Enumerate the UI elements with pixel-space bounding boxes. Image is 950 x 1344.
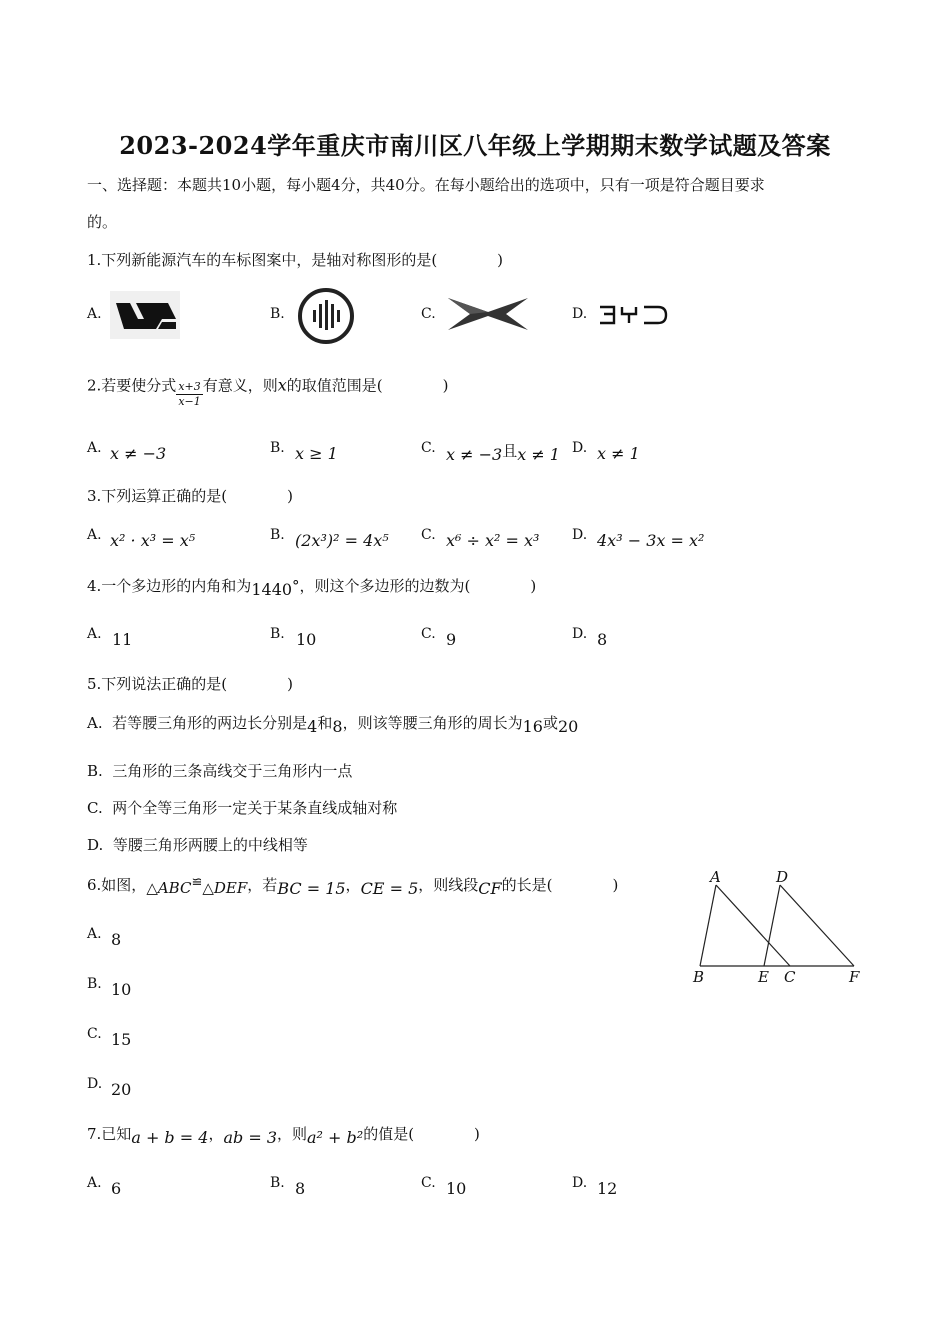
q5-stem: 5.下列说法正确的是( ) [87, 675, 294, 693]
q6-congruent: ≌ [191, 875, 203, 890]
q5-option-a-text-a: 若等腰三角形的两边长分别是 [112, 714, 308, 732]
q3-option-c-label: C. [421, 527, 436, 543]
q4-option-c: 9 [446, 630, 457, 649]
q6-option-a: 8 [111, 930, 122, 949]
q4-stem-a: 4.一个多边形的内角和为 [87, 577, 252, 595]
q5-option-d [87, 834, 308, 855]
q5-option-b [87, 760, 352, 781]
q7-comma: ， [208, 1125, 224, 1143]
q5-option-a-or: 或 [542, 714, 558, 732]
q4-stem [87, 575, 536, 599]
q4-option-b: 10 [296, 630, 317, 649]
q4-value: 1440 [251, 580, 293, 599]
q6-stem-d: 的长是( ) [501, 876, 619, 894]
q3-option-b: (2x³)² = 4x⁵ [295, 531, 389, 550]
segment-ab [700, 885, 716, 966]
q5-option-b-text: 三角形的三条高线交于三角形内一点 [112, 762, 353, 780]
q6-stem-a: 6.如图， [87, 876, 147, 894]
q5-option-d-label: D. [87, 836, 104, 854]
q7-option-a-label: A. [87, 1175, 102, 1191]
q4-option-a-label: A. [87, 626, 102, 642]
q5-option-a [87, 712, 578, 736]
q7-stem-c: 的值是( ) [363, 1125, 480, 1143]
segment-de [764, 885, 780, 966]
q3-option-c: x⁶ ÷ x² = x³ [446, 531, 540, 550]
q2-stem-b: 有意义，则 [202, 376, 278, 395]
q6-bc: BC = 15 [277, 879, 346, 898]
q6-tri1: △ABC [146, 879, 192, 897]
q5-option-d-text: 等腰三角形两腰上的中线相等 [112, 836, 308, 854]
page-title: 2023-2024学年重庆市南川区八年级上学期期末数学试题及答案 [119, 131, 831, 160]
q7-expr2: ab = 3 [223, 1128, 277, 1147]
q2-option-c-math-b: x ≠ 1 [517, 445, 560, 464]
li-auto-logo [110, 291, 180, 339]
q7-stem [87, 1123, 480, 1147]
point-b-label: B [693, 968, 705, 986]
q2-option-b: x ≥ 1 [295, 444, 338, 463]
q2-stem-a: 2.若要使分式 [87, 376, 177, 395]
q2-option-c-text: 且 [502, 442, 518, 460]
q5-option-c [87, 797, 397, 818]
segment-ac [716, 885, 790, 966]
q2-fraction [176, 380, 202, 409]
q5-option-c-label: C. [87, 799, 103, 817]
byd-logo [598, 304, 670, 326]
q7-option-c-label: C. [421, 1175, 436, 1191]
section-instruction-line1: 一、选择题：本题共10小题，每小题4分，共40分。在每小题给出的选项中，只有一项是符合题目要求 [87, 176, 765, 194]
q1-option-c-label: C. [421, 306, 436, 322]
q6-option-a-label: A. [87, 926, 102, 942]
q2-frac-numerator: x+3 [178, 380, 201, 393]
q5-option-a-label: A. [87, 714, 103, 732]
q7-expr3: a² + b² [307, 1128, 364, 1147]
q6-stem-b: ，若 [247, 876, 278, 894]
q6-comma: ， [345, 876, 361, 894]
q6-option-c: 15 [111, 1030, 132, 1049]
q5-option-a-n3: 16 [522, 717, 543, 736]
q6-ce: CE = 5 [360, 879, 419, 898]
q4-option-b-label: B. [270, 626, 285, 642]
q5-option-a-text-b: ，则该等腰三角形的周长为 [342, 714, 523, 732]
q6-stem [87, 874, 618, 898]
q5-option-b-label: B. [87, 762, 103, 780]
q3-option-a: x² · x³ = x⁵ [110, 531, 196, 550]
q1-option-a-label: A. [87, 306, 102, 322]
q5-option-a-n1: 4 [307, 717, 318, 736]
q4-degree: ° [292, 577, 300, 595]
q2-option-d: x ≠ 1 [597, 444, 640, 463]
q4-option-c-label: C. [421, 626, 436, 642]
q6-stem-c: ，则线段 [418, 876, 479, 894]
segment-df [780, 885, 854, 966]
q7-stem-b: ，则 [277, 1125, 308, 1143]
q3-option-d-label: D. [572, 527, 588, 543]
q3-option-a-label: A. [87, 527, 102, 543]
q7-expr1: a + b = 4 [131, 1128, 209, 1147]
q6-cf: CF [478, 879, 502, 898]
q4-option-d: 8 [597, 630, 608, 649]
q7-option-c: 10 [446, 1179, 467, 1198]
q7-option-d: 12 [597, 1179, 618, 1198]
q6-option-b-label: B. [87, 976, 102, 992]
q6-tri2: △DEF [202, 879, 248, 897]
q7-option-a: 6 [111, 1179, 122, 1198]
point-a-label: A [710, 868, 721, 886]
q5-option-a-n4: 20 [557, 717, 579, 736]
q2-option-c [446, 440, 560, 464]
q5-option-a-n2: 8 [332, 717, 343, 736]
q3-option-d: 4x³ − 3x = x² [597, 531, 705, 550]
q2-frac-denominator: x−1 [178, 395, 201, 408]
q6-option-d: 20 [111, 1080, 132, 1099]
xpeng-logo [446, 296, 530, 332]
q3-stem: 3.下列运算正确的是( ) [87, 487, 294, 505]
q5-option-a-and: 和 [317, 714, 333, 732]
q2-option-b-label: B. [270, 440, 285, 456]
q2-option-c-math-a: x ≠ −3 [446, 445, 503, 464]
q7-option-b-label: B. [270, 1175, 285, 1191]
q1-option-b-label: B. [270, 306, 285, 322]
q6-option-b: 10 [111, 980, 132, 999]
q2-option-a: x ≠ −3 [110, 444, 167, 463]
q5-option-c-text: 两个全等三角形一定关于某条直线成轴对称 [112, 799, 398, 817]
q4-stem-b: ，则这个多边形的边数为( ) [299, 577, 537, 595]
q1-stem: 1.下列新能源汽车的车标图案中，是轴对称图形的是( ) [87, 251, 504, 269]
point-f-label: F [849, 968, 860, 986]
q7-option-b: 8 [295, 1179, 306, 1198]
q4-option-a: 11 [112, 630, 133, 649]
point-c-label: C [784, 968, 796, 986]
q2-stem-c: 的取值范围是( ) [286, 376, 449, 395]
q7-stem-a: 7.已知 [87, 1125, 132, 1143]
q2-var: x [277, 375, 287, 395]
section-instruction-line2: 的。 [87, 213, 118, 231]
q6-option-d-label: D. [87, 1076, 103, 1092]
point-d-label: D [776, 868, 789, 886]
point-e-label: E [758, 968, 769, 986]
q2-stem [87, 364, 449, 409]
q1-option-d-label: D. [572, 306, 588, 322]
nio-logo [296, 286, 356, 346]
q2-option-d-label: D. [572, 440, 588, 456]
q4-option-d-label: D. [572, 626, 588, 642]
q3-option-b-label: B. [270, 527, 285, 543]
q7-option-d-label: D. [572, 1175, 588, 1191]
q2-option-a-label: A. [87, 440, 102, 456]
q6-triangle-figure [688, 864, 868, 988]
q6-option-c-label: C. [87, 1026, 102, 1042]
q2-option-c-label: C. [421, 440, 436, 456]
